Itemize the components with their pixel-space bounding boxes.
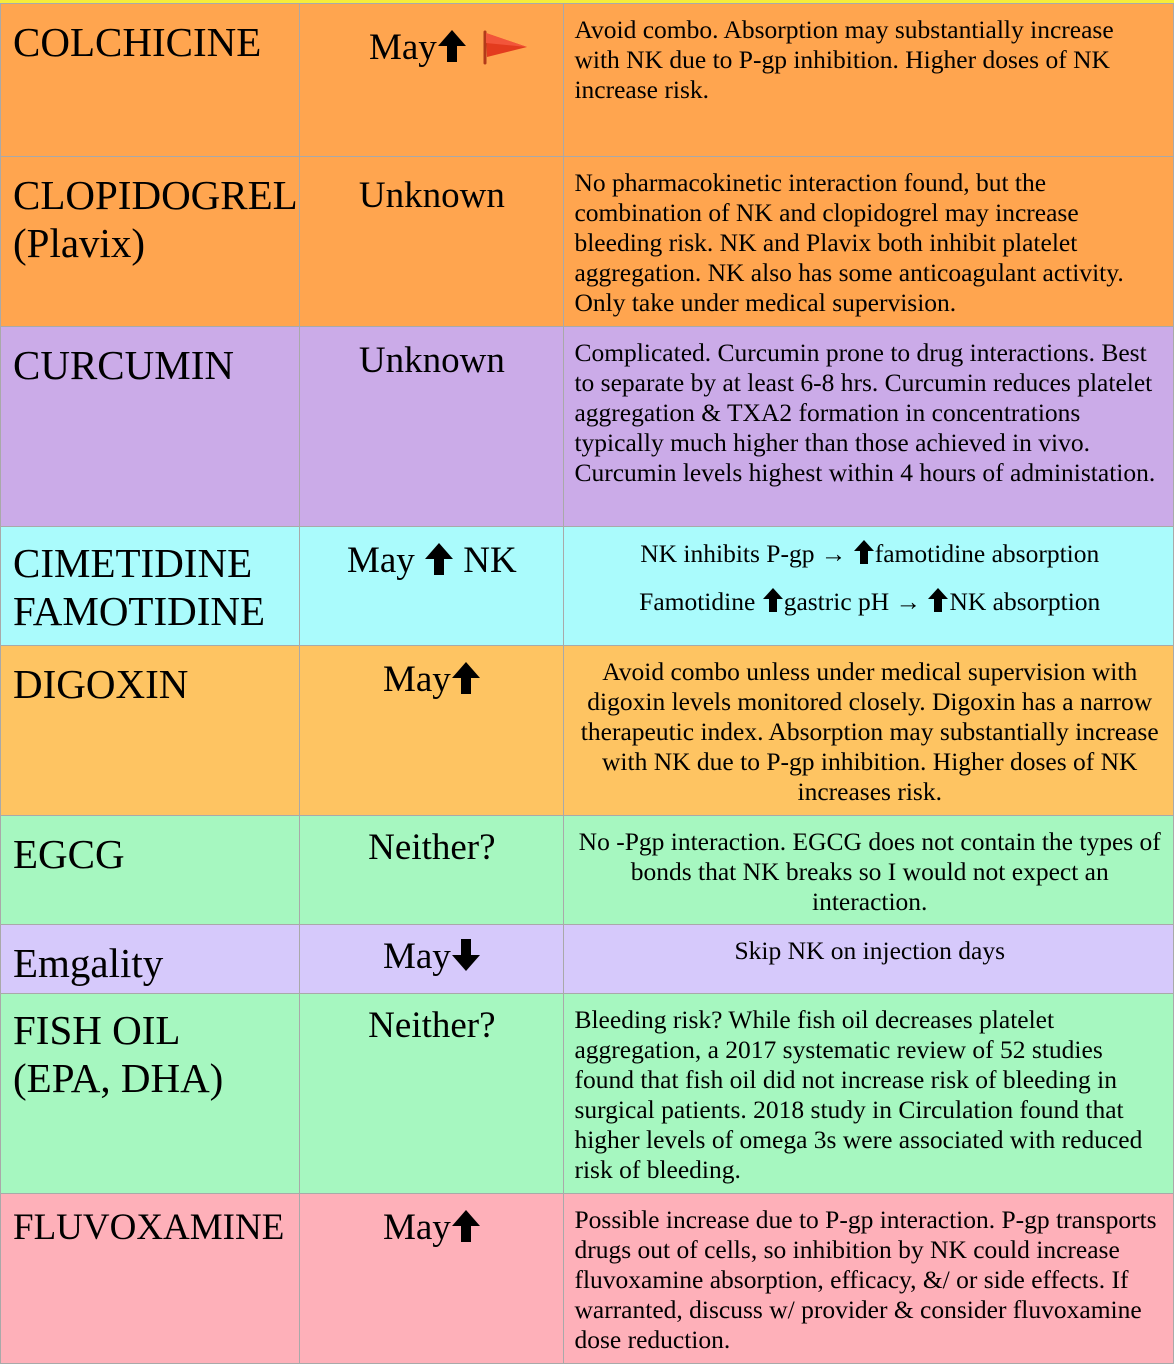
note-text: Complicated. Curcumin prone to drug interactions. Best to separate by at least 6-8 hrs. Curcumin reduces platelet aggregation & TXA2 formation in concentrations typically much higher than those achieved in vivo. Curcumin levels highest within 4 hours of administation. — [574, 338, 1156, 487]
note-text: Bleeding risk? While fish oil decreases platelet aggregation, a 2017 systematic review of 52 studies found that fish oil did not increase risk of bleeding in surgical patients. 2018 study in Circulation found that higher levels of omega 3s were associated with reduced risk of bleeding. — [574, 1005, 1143, 1184]
drug-cell — [1, 157, 300, 327]
effect-cell — [300, 527, 564, 646]
note-cell — [564, 4, 1174, 157]
drug-cell — [1, 327, 300, 527]
table-row — [1, 1194, 1174, 1364]
effect-cell — [300, 1194, 564, 1364]
drug-cell — [1, 816, 300, 925]
drug-name — [1, 527, 299, 635]
drug-cell — [1, 527, 300, 646]
up-arrow-icon — [424, 542, 454, 587]
table-row — [1, 527, 1174, 646]
drug-name: FLUVOXAMINE — [13, 1207, 285, 1248]
effect-cell — [300, 327, 564, 527]
effect-value — [300, 646, 563, 706]
drug-name-line: FAMOTIDINE — [13, 588, 266, 634]
drug-cell — [1, 646, 300, 816]
effect-value: Neither? — [368, 1005, 496, 1046]
note-fragment: NK inhibits P-gp → — [640, 539, 853, 568]
drug-name-line: FISH OIL — [13, 1007, 181, 1053]
effect-cell — [300, 646, 564, 816]
effect-text: May — [382, 1207, 451, 1248]
effect-cell — [300, 925, 564, 994]
note-text: Avoid combo unless under medical supervision with digoxin levels monitored closely. Digoxin has a narrow therapeutic index. Absorption may substantially increase with NK due to P-gp inhibition. Higher doses of NK increases risk. — [580, 657, 1159, 806]
table-row — [1, 925, 1174, 994]
drug-name-line: CLOPIDOGREL — [13, 172, 298, 218]
up-arrow-icon — [451, 1209, 481, 1254]
note-text: Possible increase due to P-gp interaction. P-gp transports drugs out of cells, so inhibition by NK could increase fluvoxamine absorption, efficacy, &/ or side effects. If warranted, discuss w/ provider & consider fluvoxamine dose reduction. — [574, 1205, 1157, 1354]
drug-name — [1, 994, 299, 1102]
drug-name — [1, 157, 299, 267]
note-text: No pharmacokinetic interaction found, but the combination of NK and clopidogrel may increase bleeding risk. NK and Plavix both inhibit platelet aggregation. NK also has some anticoagulant activity. Only take under medical supervision. — [574, 168, 1124, 317]
effect-text: May — [368, 27, 437, 68]
drug-name: DIGOXIN — [13, 661, 189, 707]
up-arrow-icon — [451, 661, 481, 706]
note-fragment: Famotidine — [639, 587, 762, 616]
note-text: Skip NK on injection days — [734, 936, 1006, 965]
effect-cell — [300, 157, 564, 327]
table-row — [1, 816, 1174, 925]
note-fragment: gastric pH → — [783, 587, 928, 616]
effect-value: Unknown — [358, 340, 505, 381]
drug-name: COLCHICINE — [13, 19, 262, 65]
drug-name: CURCUMIN — [13, 342, 234, 388]
effect-value — [300, 527, 563, 587]
note-cell — [564, 1194, 1174, 1364]
effect-value: Neither? — [368, 827, 496, 868]
drug-name-line: CIMETIDINE — [13, 540, 253, 586]
down-arrow-icon — [451, 938, 481, 983]
drug-cell — [1, 925, 300, 994]
note-cell — [564, 157, 1174, 327]
up-arrow-icon — [762, 587, 784, 620]
effect-text: May — [346, 540, 415, 581]
drug-cell — [1, 4, 300, 157]
up-arrow-icon — [927, 587, 949, 620]
drug-name: EGCG — [13, 831, 125, 877]
drug-name: Emgality — [13, 940, 164, 986]
table-row — [1, 4, 1174, 157]
note-cell — [564, 994, 1174, 1194]
effect-text: May — [382, 659, 451, 700]
table-row — [1, 157, 1174, 327]
drug-cell — [1, 1194, 300, 1364]
effect-cell — [300, 994, 564, 1194]
note-cell — [564, 925, 1174, 994]
effect-cell — [300, 4, 564, 157]
effect-value — [300, 925, 563, 983]
note-cell — [564, 646, 1174, 816]
effect-value — [300, 1194, 563, 1254]
up-arrow-icon — [437, 29, 467, 74]
effect-text: May — [382, 936, 451, 977]
effect-cell — [300, 816, 564, 925]
table-row — [1, 327, 1174, 527]
up-arrow-icon — [853, 539, 875, 572]
effect-value: Unknown — [358, 175, 505, 216]
drug-interaction-table — [0, 3, 1174, 1364]
note-line — [574, 539, 1165, 572]
note-line — [574, 587, 1165, 620]
effect-value — [300, 4, 563, 76]
note-cell — [564, 816, 1174, 925]
drug-name-line: (EPA, DHA) — [13, 1055, 224, 1101]
note-text: Avoid combo. Absorption may substantially increase with NK due to P-gp inhibition. Higher doses of NK increase risk. — [574, 15, 1114, 104]
note-fragment: famotidine absorption — [874, 539, 1100, 568]
note-text: No -Pgp interaction. EGCG does not contain the types of bonds that NK breaks so I would not expect an interaction. — [578, 827, 1161, 916]
note-cell — [564, 327, 1174, 527]
table-row — [1, 646, 1174, 816]
note-text — [564, 527, 1173, 620]
red-flag-icon — [481, 29, 529, 76]
drug-cell — [1, 994, 300, 1194]
drug-name-line: (Plavix) — [13, 220, 146, 266]
effect-suffix: NK — [463, 540, 517, 581]
note-cell — [564, 527, 1174, 646]
note-fragment: NK absorption — [949, 587, 1101, 616]
table-row — [1, 994, 1174, 1194]
